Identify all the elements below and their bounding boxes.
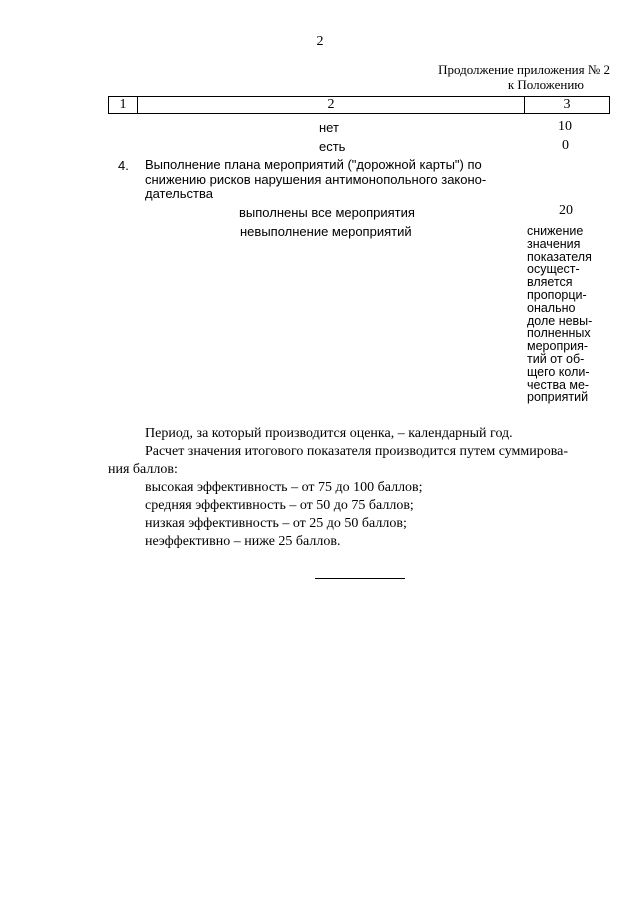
calc-line-2: ния баллов: xyxy=(108,462,178,477)
page-number: 2 xyxy=(316,34,324,49)
value-line: роприятий xyxy=(527,390,589,405)
header-col-1: 1 xyxy=(109,97,138,114)
row-yes-value: 0 xyxy=(562,138,569,153)
item-4-line-1: Выполнение плана мероприятий ("дорожной карты") по xyxy=(145,157,482,172)
grade-low: низкая эффективность – от 25 до 50 баллов; xyxy=(145,516,407,531)
row-yes-label: есть xyxy=(319,139,346,154)
value-line: вляется xyxy=(527,275,573,290)
grade-ineffective: неэффективно – ниже 25 баллов. xyxy=(145,534,341,549)
grade-medium: средняя эффективность – от 50 до 75 баллов; xyxy=(145,498,414,513)
row-not-label: невыполнение мероприятий xyxy=(240,224,412,239)
value-line: осущест- xyxy=(527,262,580,277)
value-line: мероприя- xyxy=(527,339,589,354)
item-4-line-2: снижению рисков нарушения антимонопольного законо- xyxy=(145,171,487,187)
value-line: пропорци- xyxy=(527,287,587,302)
grade-high: высокая эффективность – от 75 до 100 баллов; xyxy=(145,480,423,495)
row-all-value: 20 xyxy=(559,203,573,218)
row-no-label: нет xyxy=(319,120,339,135)
continuation-line-2: к Положению xyxy=(507,77,584,92)
continuation-line-1: Продолжение приложения № 2 xyxy=(438,62,610,77)
value-line: снижение xyxy=(527,224,584,238)
value-line: чества ме- xyxy=(527,377,590,392)
value-line: доле невы- xyxy=(527,313,593,328)
row-not-value xyxy=(527,225,605,404)
value-line: показателя xyxy=(527,249,592,264)
item-4-line-3: дательства xyxy=(145,186,213,201)
value-line: полненных xyxy=(527,326,591,341)
value-line: онально xyxy=(527,300,576,315)
value-line: значения xyxy=(527,236,581,251)
row-no-value: 10 xyxy=(558,119,572,134)
table-header xyxy=(108,96,610,114)
end-divider xyxy=(315,578,405,579)
header-col-2: 2 xyxy=(138,97,525,114)
calc-line-1: Расчет значения итогового показателя производится путем суммирова- xyxy=(145,444,569,459)
row-all-label: выполнены все мероприятия xyxy=(239,205,415,220)
value-line: щего коли- xyxy=(527,364,590,379)
item-4-number: 4. xyxy=(118,158,129,173)
period-paragraph: Период, за который производится оценка, – календарный год. xyxy=(145,426,513,441)
header-col-3: 3 xyxy=(525,97,610,114)
continuation-note xyxy=(438,62,610,92)
item-4-text xyxy=(145,158,486,202)
value-line: тий от об- xyxy=(527,351,585,366)
